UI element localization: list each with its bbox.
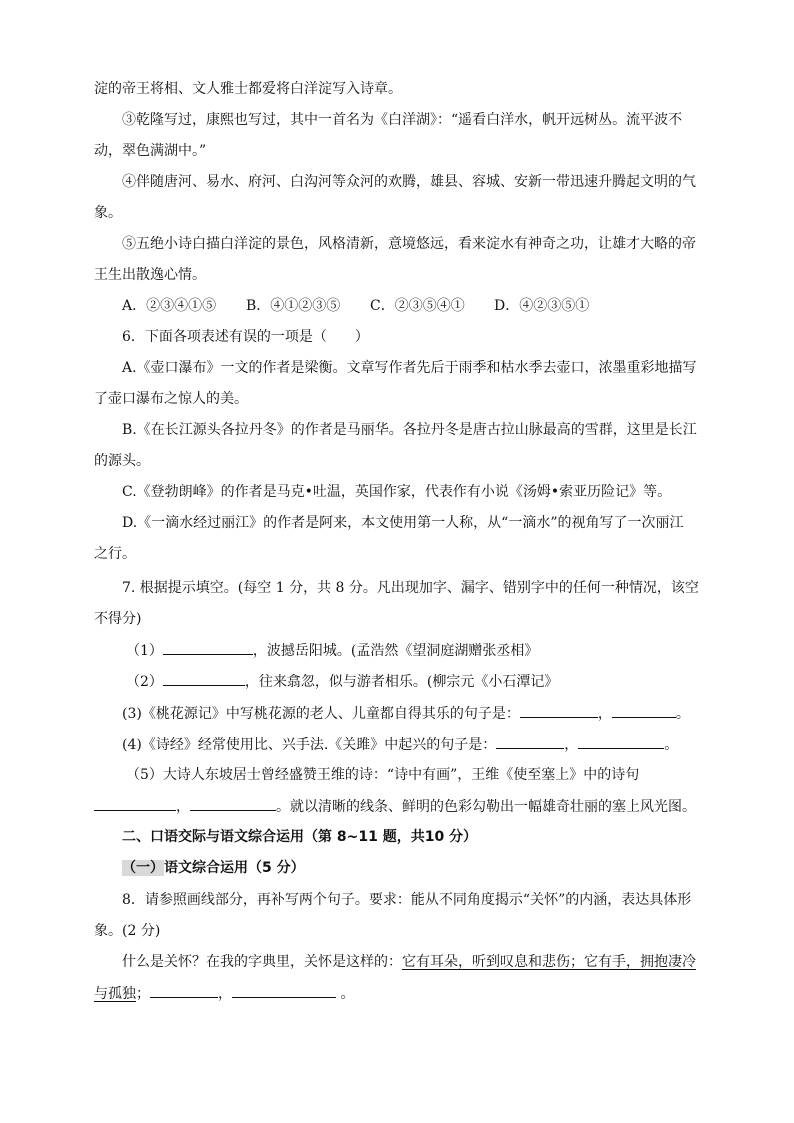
q7-stem-cont: 不得分) — [94, 611, 142, 627]
passage-sentence-4: ④伴随唐河、易水、府河、白沟河等众河的欢腾，雄县、容城、安新一带迅速升腾起文明的气 — [122, 174, 696, 190]
q5-option-c[interactable]: C．②③⑤④① — [370, 298, 465, 314]
q8-stem: 8．请参照画线部分，再补写两个句子。要求：能从不同角度揭示“关怀”的内涵，表达具体形 — [122, 892, 692, 908]
q6-option-b: B.《在长江源头各拉丹冬》的作者是马丽华。各拉丹冬是唐古拉山脉最高的雪群，这里是长江 — [122, 422, 697, 438]
semicolon: ； — [136, 986, 150, 1002]
comma: ， — [597, 706, 612, 722]
passage-sentence-5: ⑤五绝小诗白描白洋淀的景色，风格清新，意境悠远，看来淀水有神奇之功，让雄才大略的帝 — [122, 236, 696, 252]
subsection-1-heading — [122, 858, 305, 878]
passage-line: 象。 — [94, 205, 122, 221]
q7-blank-2[interactable] — [163, 671, 245, 686]
q6-stem: 6．下面各项表述有误的一项是（ ） — [122, 329, 369, 345]
q7-item-4-text: (4)《诗经》经常使用比、兴手法.《关雎》中起兴的句子是： — [122, 737, 497, 753]
q8-prompt — [122, 952, 696, 972]
q8-stem-cont: 象。(2 分) — [94, 923, 161, 939]
period: 。 — [336, 986, 355, 1002]
section-2-heading: 二、口语交际与语文综合运用（第 8~11 题，共10 分） — [122, 829, 478, 845]
comma: ， — [218, 986, 232, 1002]
passage-sentence-3: ③乾隆写过，康熙也写过，其中一首名为《白洋湖》：“遥看白洋水，帆开远树丛。流平波不 — [122, 112, 683, 128]
passage-line: 动，翠色满湖中。” — [94, 143, 207, 159]
q5-option-b[interactable]: B．④①②③⑤ — [246, 298, 341, 314]
q7-item-3-text: (3)《桃花源记》中写桃花源的老人、儿童都自得其乐的句子是： — [122, 706, 520, 722]
q7-item-4 — [122, 734, 678, 755]
period: 。 — [664, 737, 679, 753]
q7-item-1-number: （1） — [126, 643, 163, 659]
comma: ， — [176, 799, 190, 815]
q5-option-d[interactable]: D．④②③⑤① — [494, 298, 590, 314]
q7-item-3 — [122, 703, 690, 724]
q7-item-5-cont — [94, 796, 696, 817]
q7-item-2-text: ，往来翕忽，似与游者相乐。(柳宗元《小石潭记》 — [244, 674, 559, 690]
q7-blank-3a[interactable] — [520, 703, 598, 718]
q7-blank-1[interactable] — [163, 640, 253, 655]
q8-prompt-text: 什么是关怀？在我的字典里，关怀是这样的： — [122, 954, 402, 970]
q6-option-a: A.《壶口瀑布》一文的作者是梁衡。文章写作者先后于雨季和枯水季去壶口，浓墨重彩地描写 — [122, 360, 697, 376]
q8-answer-line — [94, 983, 354, 1004]
q7-blank-3b[interactable] — [612, 703, 676, 718]
q6-option-b-cont: 的源头。 — [94, 453, 150, 469]
q7-item-1-text: ，波撼岳阳城。(孟浩然《望洞庭湖赠张丞相》 — [252, 643, 539, 659]
q8-underlined-example-cont: 与孤独 — [94, 986, 136, 1002]
subsection-1-title: 语文综合运用（5 分） — [164, 860, 305, 876]
q6-option-c: C.《登勃朗峰》的作者是马克•吐温，英国作家，代表作有小说《汤姆•索亚历险记》等。 — [122, 484, 672, 500]
q8-underlined-example: 它有耳朵，听到叹息和悲伤；它有手，拥抱凄冷 — [402, 954, 696, 970]
q6-option-a-cont: 了壶口瀑布之惊人的美。 — [94, 391, 248, 407]
q6-option-d-cont: 之行。 — [94, 546, 136, 562]
passage-line: 淀的帝王将相、文人雅士都爱将白洋淀写入诗章。 — [94, 81, 402, 97]
period: 。 — [675, 706, 690, 722]
q7-item-2 — [126, 671, 558, 692]
q7-blank-5b[interactable] — [190, 796, 276, 811]
q7-blank-5a[interactable] — [94, 796, 176, 811]
q7-blank-4a[interactable] — [496, 734, 564, 749]
q7-stem: 7. 根据提示填空。(每空 1 分，共 8 分。凡出现加字、漏字、错别字中的任何一种情况，该空 — [122, 580, 699, 596]
q5-options — [122, 296, 589, 316]
passage-line: 王生出散逸心情。 — [94, 267, 206, 283]
q5-option-a[interactable]: A．②③④①⑤ — [122, 298, 217, 314]
q7-item-1 — [126, 640, 538, 661]
q8-blank-1[interactable] — [150, 983, 218, 998]
q7-item-2-number: （2） — [126, 674, 163, 690]
q7-item-5: （5）大诗人东坡居士曾经盛赞王维的诗：“诗中有画”，王维《使至塞上》中的诗句 — [126, 767, 640, 783]
comma: ， — [564, 737, 579, 753]
q7-blank-4b[interactable] — [578, 734, 664, 749]
q7-item-5-tail: 。就以清晰的线条、鲜明的色彩勾勒出一幅雄奇壮丽的塞上风光图。 — [276, 799, 696, 815]
subsection-1-tag: （一） — [122, 860, 164, 876]
q8-blank-2[interactable] — [232, 983, 336, 998]
q6-option-d: D.《一滴水经过丽江》的作者是阿来，本文使用第一人称，从“一滴水”的视角写了一次丽江 — [122, 515, 684, 531]
